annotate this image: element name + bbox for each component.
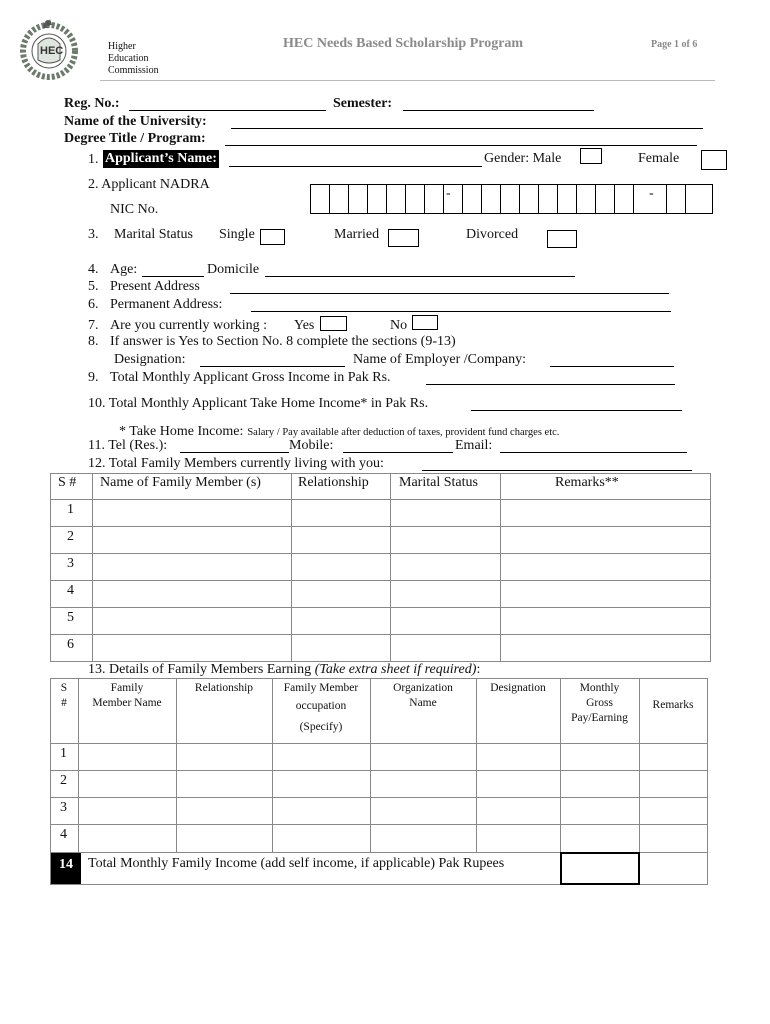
nic-dash-2: - <box>649 186 654 201</box>
nadra-label: 2. Applicant NADRA <box>88 177 210 192</box>
married-checkbox[interactable] <box>388 229 419 247</box>
married-label: Married <box>334 227 380 242</box>
header-divider <box>100 80 715 81</box>
table13-header-occupation <box>272 681 370 738</box>
no-checkbox[interactable] <box>412 315 438 330</box>
mobile-label: Mobile: <box>289 438 334 453</box>
header-org-1: Organization <box>393 682 453 694</box>
earning-members-table <box>50 678 708 886</box>
header-member-1: Family <box>110 682 144 694</box>
page-title: HEC Needs Based Scholarship Program <box>283 36 524 51</box>
table13-header-pay <box>560 681 639 726</box>
designation-label: Designation: <box>114 352 186 367</box>
header-pay-1: Monthly <box>579 682 620 694</box>
working-label: Are you currently working : <box>110 318 268 333</box>
reg-no-label: Reg. No.: <box>64 96 120 111</box>
table12-header-name: Name of Family Member (s) <box>100 475 261 490</box>
header-occupation-3: (Specify) <box>299 721 343 733</box>
total-income-field[interactable] <box>560 852 640 885</box>
employer-field[interactable] <box>550 366 674 367</box>
email-label: Email: <box>455 438 493 453</box>
takehome-note-detail: Salary / Pay available after deduction of taxes, provident fund charges etc. <box>247 427 560 438</box>
table13-header-relationship: Relationship <box>194 682 254 694</box>
table-row: 3 <box>67 556 74 571</box>
divorced-checkbox[interactable] <box>547 230 577 248</box>
section-13-title-main: 13. Details of Family Members Earning <box>88 662 312 677</box>
yes-label: Yes <box>294 318 315 333</box>
table-row: 5 <box>67 610 74 625</box>
gross-income-field[interactable] <box>426 384 675 385</box>
header-sno-1: S <box>60 682 68 694</box>
family-members-table <box>50 473 711 662</box>
mobile-field[interactable] <box>343 452 453 453</box>
tel-label: 11. Tel (Res.): <box>88 438 168 453</box>
family-members-label: 12. Total Family Members currently living with you: <box>88 456 384 471</box>
table-row: 1 <box>60 746 67 761</box>
field-5-number: 5. <box>88 279 99 294</box>
table-row: 1 <box>67 502 74 517</box>
table13-header-member <box>78 681 176 711</box>
section-13-title-note: (Take extra sheet if required) <box>314 662 477 677</box>
yes-checkbox[interactable] <box>320 316 347 331</box>
single-checkbox[interactable] <box>260 229 285 245</box>
table-row: 6 <box>67 637 74 652</box>
table12-header-sno: S # <box>58 475 77 490</box>
table12-header-remarks: Remarks** <box>555 475 619 490</box>
no-label: No <box>390 318 408 333</box>
header-sno-2: # <box>61 697 67 709</box>
field-6-number: 6. <box>88 297 99 312</box>
takehome-note-main: * Take Home Income: <box>119 424 244 439</box>
answer-yes-instruction: If answer is Yes to Section No. 8 complete the sections (9-13) <box>110 334 456 349</box>
table12-header-marital: Marital Status <box>399 475 478 490</box>
logo-text: HEC <box>40 45 64 57</box>
table-row: 4 <box>60 827 67 842</box>
female-label: Female <box>638 151 680 166</box>
field-8-number: 8. <box>88 334 99 349</box>
applicant-name-label: Applicant’s Name: <box>105 151 217 166</box>
section-13-title-end: : <box>476 662 481 677</box>
table-row: 3 <box>60 800 67 815</box>
table-row: 2 <box>67 529 74 544</box>
header-occupation-1: Family Member <box>283 682 359 694</box>
present-address-field[interactable] <box>230 293 669 294</box>
employer-label: Name of Employer /Company: <box>353 352 527 367</box>
header-pay-3: Pay/Earning <box>571 712 628 724</box>
university-label: Name of the University: <box>64 114 207 129</box>
org-line-3: Commission <box>108 65 159 76</box>
age-label: Age: <box>110 262 138 277</box>
table13-header-sno <box>50 681 78 711</box>
table13-header-organization <box>370 681 476 711</box>
single-label: Single <box>219 227 255 242</box>
male-checkbox[interactable] <box>580 148 602 164</box>
table12-header-relationship: Relationship <box>298 475 369 490</box>
semester-label: Semester: <box>333 96 393 111</box>
table13-header-designation: Designation <box>490 682 546 694</box>
header-pay-2: Gross <box>586 697 613 709</box>
nic-label: NIC No. <box>110 202 159 217</box>
permanent-address-field[interactable] <box>251 311 671 312</box>
permanent-address-label: Permanent Address: <box>110 297 223 312</box>
designation-field[interactable] <box>200 366 345 367</box>
nic-dash-1: - <box>446 186 451 201</box>
field-7-number: 7. <box>88 318 99 333</box>
applicant-name-field[interactable] <box>229 166 482 167</box>
email-field[interactable] <box>500 452 687 453</box>
total-row-number: 14 <box>51 853 81 884</box>
takehome-note <box>119 422 559 440</box>
section-13-title <box>88 662 480 678</box>
takehome-income-label: 10. Total Monthly Applicant Take Home Income* in Pak Rs. <box>88 396 429 411</box>
age-field[interactable] <box>142 276 204 277</box>
takehome-income-field[interactable] <box>471 410 682 411</box>
field-4-number: 4. <box>88 262 99 277</box>
page-number: Page 1 of 6 <box>651 39 698 50</box>
semester-field[interactable] <box>403 110 594 111</box>
reg-no-field[interactable] <box>129 110 326 111</box>
domicile-field[interactable] <box>265 276 575 277</box>
degree-label: Degree Title / Program: <box>64 131 206 146</box>
field-1-number: 1. <box>88 152 99 167</box>
divorced-label: Divorced <box>466 227 519 242</box>
total-income-label: Total Monthly Family Income (add self income, if applicable) Pak Rupees <box>88 856 505 871</box>
gender-male-label: Gender: Male <box>484 151 562 166</box>
gross-income-label: Total Monthly Applicant Gross Income in Pak Rs. <box>110 370 391 385</box>
degree-field[interactable] <box>225 145 697 146</box>
field-3-number: 3. <box>88 227 99 242</box>
table-row: 4 <box>67 583 74 598</box>
present-address-label: Present Address <box>110 279 200 294</box>
org-line-1: Higher <box>108 41 136 52</box>
header-member-2: Member Name <box>92 697 162 709</box>
hec-logo <box>14 14 84 84</box>
header-org-2: Name <box>409 697 437 709</box>
org-line-2: Education <box>108 53 149 64</box>
female-checkbox[interactable] <box>701 150 727 170</box>
tel-field[interactable] <box>180 452 289 453</box>
table-row: 2 <box>60 773 67 788</box>
marital-status-label: Marital Status <box>114 227 193 242</box>
header-occupation-2: occupation <box>295 700 347 712</box>
domicile-label: Domicile <box>207 262 260 277</box>
family-members-field[interactable] <box>422 470 692 471</box>
field-9-number: 9. <box>88 370 99 385</box>
table13-header-remarks: Remarks <box>652 699 694 711</box>
university-field[interactable] <box>231 128 703 129</box>
org-name <box>108 41 159 77</box>
